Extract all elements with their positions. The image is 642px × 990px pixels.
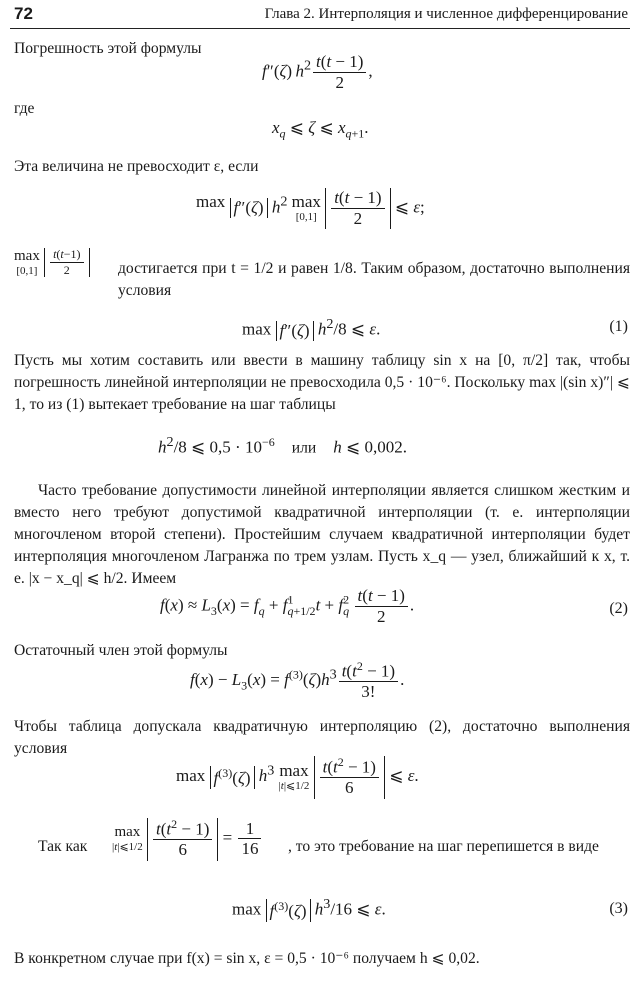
formula-step-linear: $h^2/8$ ⩽ $0,5 \cdot 10^{-6}$ или h ⩽ 0,002.	[158, 434, 407, 457]
paragraph-remainder: Остаточный член этой формулы	[14, 642, 228, 659]
formula-max-inline: max [0,1] $\frac{t(t-1)}{2}$	[14, 248, 90, 277]
equation-label-1: (1)	[609, 318, 628, 335]
paragraph-quadratic-condition: Чтобы таблица допускала квадратичную интерполяцию (2), достаточно выполнения условия	[14, 718, 630, 757]
paragraph-since-tail: , то это требование на шаг перепишется в виде	[288, 838, 599, 855]
paragraph-where: где	[14, 100, 35, 117]
paragraph-concrete-case: В конкретном случае при f(x) = sin x, ε = 0,5 · 10⁻⁶ получаем h ⩽ 0,02.	[14, 950, 480, 967]
word-or: или	[291, 439, 317, 457]
formula-condition-1: max f″(ζ) $h^2/8$ ⩽ ε.	[242, 316, 381, 340]
paragraph-since-lead: Так как	[38, 838, 88, 855]
formula-remainder: $f(x) - L_3(x) = f^{(3)}(\zeta)h^3$ $\frac{t(t^2 - 1)}{3!}$ .	[190, 659, 405, 702]
paragraph-condition: Эта величина не превосходит ε, если	[14, 158, 259, 175]
equation-label-2: (2)	[609, 600, 628, 617]
formula-max-sixteenth: max |t|⩽1/2 $\frac{t(t^2 - 1)}{6}$ = $\frac{1}{16}$	[112, 818, 263, 861]
formula-zeta-bounds: $x_q$ ⩽ ζ ⩽ $x_{q+1}$.	[272, 118, 369, 141]
formula-condition-3: $\max f^{(3)}(\zeta)$ $h^3/16$ ⩽ ε.	[232, 896, 386, 922]
running-head: Глава 2. Интерполяция и численное дифференцирование	[264, 6, 628, 22]
page-header	[10, 2, 630, 29]
paragraph-sin-table: Пусть мы хотим составить или ввести в машину таблицу sin x на [0, π/2] так, чтобы погрешность линейной интерполяции не превосходила 0,5 · 10⁻⁶. Поскольку max |(sin x)″| ⩽ 1, то из (1) вытекает требование на шаг таблицы	[14, 352, 630, 413]
page-number: 72	[14, 4, 33, 23]
formula-bound-epsilon: max f″(ζ) $h^2$ max [0,1] $\frac{t(t - 1)}{2}$ ⩽ ε;	[196, 188, 425, 228]
paragraph-quadratic-interpolation: Часто требование допустимости линейной интерполяции является слишком жестким и вместо него требуют допустимой квадратичной интерполяции (т. е. интерполяции многочленом второй степени). Простейшим случаем квадратичной интерполяции будет интерполяция многочленом Лагранжа по трем узлам. Пусть x_q — узел, ближайший к x, т. е. |x − x_q| ⩽ h/2. Имеем	[14, 482, 630, 587]
equation-label-3: (3)	[609, 900, 628, 917]
formula-error-term: f″(ζ) $h^2$ $\frac{t(t - 1)}{2}$ ,	[262, 52, 373, 92]
paragraph-max-attained: достигается при t = 1/2 и равен 1/8. Таким образом, достаточно выполнения условия	[118, 260, 630, 299]
formula-lagrange-3: $f(x) \approx L_3(x) = f_q + f^1_{q+1/2}t + f^2_q$ $\frac{t(t - 1)}{2}$ .	[160, 586, 415, 626]
paragraph-error-intro: Погрешность этой формулы	[14, 40, 202, 57]
formula-bound-quadratic: $\max f^{(3)}(\zeta)$ $h^3$ max |t|⩽1/2 $\frac{t(t^2 - 1)}{6}$ ⩽ ε.	[176, 755, 419, 798]
